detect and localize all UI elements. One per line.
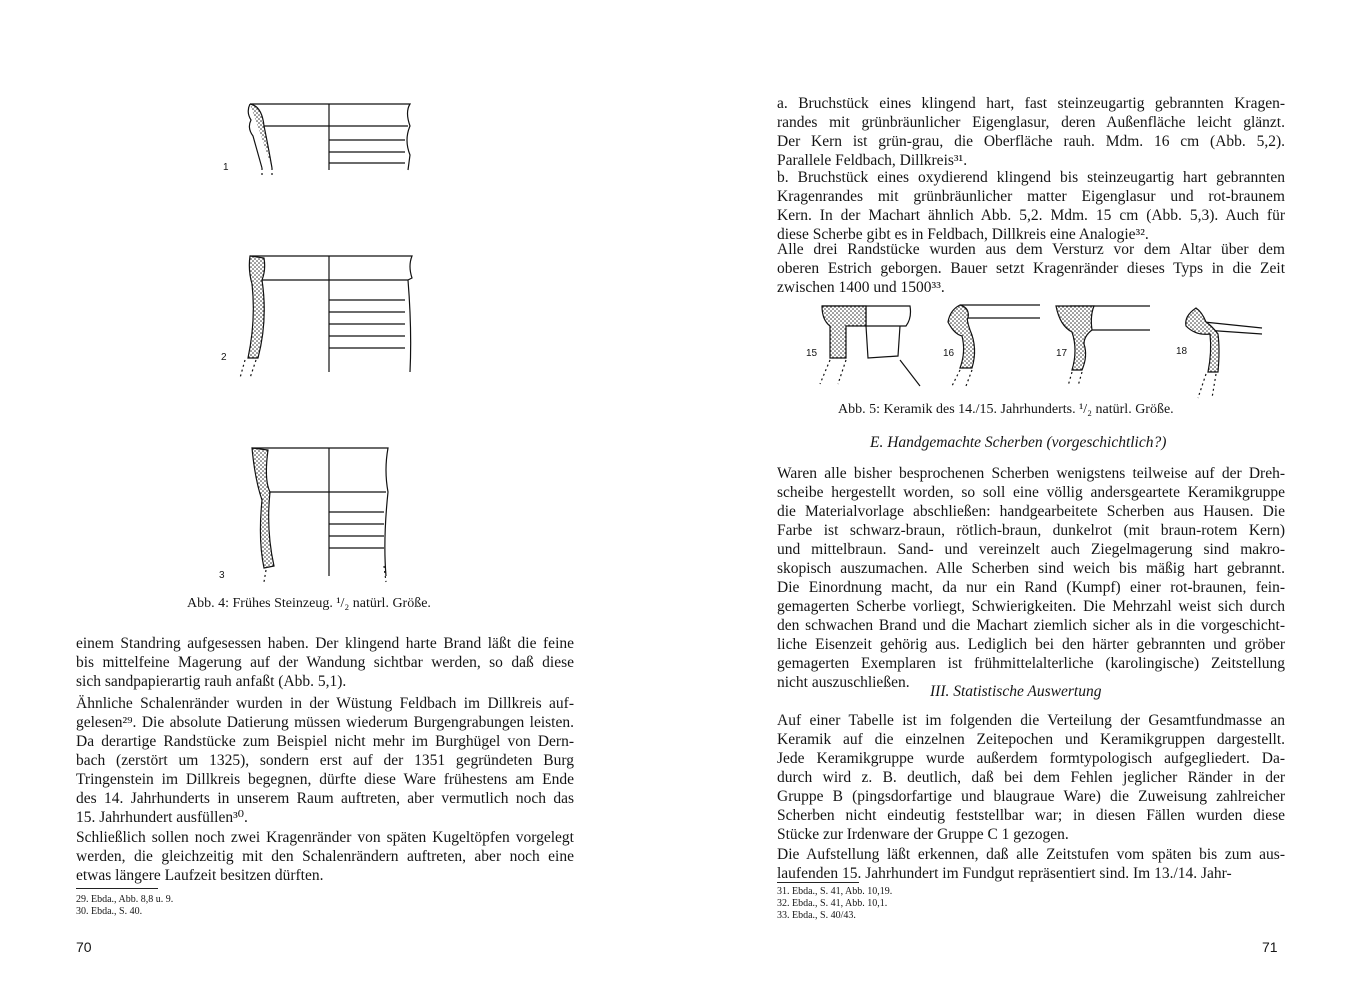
text-line: Farbe ist schwarz-braun, rötlich-braun, dunkelrot (mit braun-rotem Kern) <box>777 522 1285 539</box>
text-line: oberen Estrich geborgen. Bauer setzt Kragenränder dieses Typs in die Zeit <box>777 260 1285 277</box>
figure-abb4 <box>220 95 420 590</box>
text-line: etwas längere Laufzeit besitzen dürften. <box>76 867 324 884</box>
text-line: randes mit grünbräunlicher Eigenglasur, deren Außenfläche leicht glänzt. <box>777 114 1285 131</box>
body-paragraph <box>76 634 574 691</box>
text-line: bach (zerstört um 1325), sondern erst auf der 1351 gegründeten Burg <box>76 752 574 769</box>
footnotes <box>76 894 173 918</box>
page-number: 71 <box>1262 939 1278 955</box>
text-line: nicht auszuschließen. <box>777 674 910 691</box>
text-line: diese Scherbe gibt es in Feldbach, Dillkreis eine Analogie³². <box>777 226 1149 243</box>
text-line: Parallele Feldbach, Dillkreis³¹. <box>777 152 968 169</box>
text-line: des 14. Jahrhunderts in unserem Raum auftreten, aber vermutlich noch das <box>76 790 574 807</box>
footnote-rule <box>76 888 158 889</box>
sherd-1-drawing <box>248 104 410 176</box>
text-line: laufenden 15. Jahrhundert im Fundgut repräsentiert sind. Im 13./14. Jahr- <box>777 865 1232 882</box>
text-line: Die Einordnung macht, da nur ein Rand (Kumpf) einer rot-braunen, fein- <box>777 579 1285 596</box>
sherd-2-drawing <box>240 256 412 378</box>
body-paragraph <box>777 94 1285 170</box>
text-line: und mittelbraun. Sand- und vereinzelt auch Ziegelmagerung sind makro- <box>777 541 1285 558</box>
text-line: a. Bruchstück eines klingend hart, fast steinzeugartig gebrannten Kragen- <box>777 95 1285 112</box>
section-heading-e: E. Handgemachte Scherben (vorgeschichtlich?) <box>870 434 1167 451</box>
figure-caption-abb5: Abb. 5: Keramik des 14./15. Jahrhunderts. ¹/₂ natürl. Größe. <box>838 402 1174 417</box>
footnote-rule <box>777 882 859 883</box>
text-line: sich sandpapierartig rauh anfaßt (Abb. 5,1). <box>76 673 347 690</box>
text-line: die Materialvorlage abschließen: handgearbeitete Scherben aus Hausen. Die <box>777 503 1285 520</box>
text-line: gemagerten Scherbe vorliegt, Schwierigkeiten. Die Mehrzahl weist sich durch <box>777 598 1285 615</box>
body-paragraph <box>76 694 574 827</box>
sherd-16-drawing <box>948 305 1040 386</box>
body-paragraph <box>777 464 1285 692</box>
sherd-15-drawing <box>820 306 920 386</box>
text-line: Ähnliche Schalenränder wurden in der Wüstung Feldbach im Dillkreis auf- <box>76 695 574 712</box>
text-line: bis mittelfeine Magerung auf der Wandung sichtbar werden, so daß diese <box>76 654 574 671</box>
text-line: werden, die gleichzeitig mit den Schalenrändern auftreten, aber noch eine <box>76 848 574 865</box>
figure-abb5 <box>800 296 1270 400</box>
text-line: Keramik auf die einzelnen Zeitepochen und Keramikgruppen dargestellt. <box>777 731 1285 748</box>
text-line: Jede Keramikgruppe wurde außerdem formtypologisch aufgegliedert. Da- <box>777 750 1285 767</box>
text-line: Kern. In der Machart ähnlich Abb. 5,2. Mdm. 15 cm (Abb. 5,3). Auch für <box>777 207 1285 224</box>
text-line: Alle drei Randstücke wurden aus dem Versturz vor dem Altar über dem <box>777 241 1285 258</box>
figure-label-16: 16 <box>943 348 955 359</box>
footnote: 33. Ebda., S. 40/43. <box>777 910 856 921</box>
body-paragraph <box>76 828 574 885</box>
body-paragraph <box>777 240 1285 297</box>
text-line: Waren alle bisher besprochenen Scherben wenigstens teilweise auf der Dreh- <box>777 465 1285 482</box>
text-line: einem Standring aufgesessen haben. Der klingend harte Brand läßt die feine <box>76 635 574 652</box>
text-line: Stücke zur Irdenware der Gruppe C 1 gezogen. <box>777 826 1069 843</box>
text-line: Gruppe B (pingsdorfartige und blaugraue Ware) die Zuweisung zahlreicher <box>777 788 1285 805</box>
right-page <box>682 0 1365 994</box>
footnote: 30. Ebda., S. 40. <box>76 906 143 917</box>
text-line: gelesen²⁹. Die absolute Datierung müssen wiederum Burgengrabungen leisten. <box>76 714 574 731</box>
text-line: skopisch auszumachen. Alle Scherben sind weich bis mäßig hart gebrannt. <box>777 560 1285 577</box>
page-number: 70 <box>76 939 92 955</box>
text-line: Scherben nicht eindeutig feststellbar war; in diesen Fällen wurden diese <box>777 807 1285 824</box>
footnote: 31. Ebda., S. 41, Abb. 10,19. <box>777 886 893 897</box>
text-line: gemagerten Exemplaren ist frühmittelalterliche (karolingische) Zeitstellung <box>777 655 1285 672</box>
text-line: scheibe hergestellt worden, so soll eine völlig andersgeartete Keramikgruppe <box>777 484 1285 501</box>
footnote: 32. Ebda., S. 41, Abb. 10,1. <box>777 898 888 909</box>
text-line: zwischen 1400 und 1500³³. <box>777 279 945 296</box>
text-line: Auf einer Tabelle ist im folgenden die Verteilung der Gesamtfundmasse an <box>777 712 1285 729</box>
figure-label-3: 3 <box>219 570 225 581</box>
figure-caption-abb4: Abb. 4: Frühes Steinzeug. ¹/₂ natürl. Größe. <box>187 596 431 611</box>
text-line: Schließlich sollen noch zwei Kragenränder von späten Kugeltöpfen vorgelegt <box>76 829 574 846</box>
text-line: 15. Jahrhundert ausfüllen³⁰. <box>76 809 248 826</box>
figure-label-17: 17 <box>1056 348 1068 359</box>
figure-label-18: 18 <box>1176 346 1188 357</box>
footnotes <box>777 886 892 922</box>
sherd-3-drawing <box>252 448 388 582</box>
text-line: Der Kern ist grün-grau, die Oberfläche rauh. Mdm. 16 cm (Abb. 5,2). <box>777 133 1285 150</box>
text-line: den schwachen Brand und die Machart ziemlich sicher als in die vorgeschicht- <box>777 617 1285 634</box>
text-line: Tringenstein im Dillkreis begegnen, dürfte diese Ware frühestens am Ende <box>76 771 574 788</box>
figure-label-2: 2 <box>221 352 227 363</box>
figure-label-15: 15 <box>806 348 818 359</box>
text-line: b. Bruchstück eines oxydierend klingend bis steinzeugartig hart gebrannten <box>777 169 1285 186</box>
sherd-17-drawing <box>1056 306 1150 386</box>
footnote: 29. Ebda., Abb. 8,8 u. 9. <box>76 894 174 905</box>
text-line: Die Aufstellung läßt erkennen, daß alle Zeitstufen vom späten bis zum aus- <box>777 846 1285 863</box>
body-paragraph <box>777 168 1285 244</box>
text-line: Kragenrandes mit grünbräunlicher matter Eigenglasur und rot-braunem <box>777 188 1285 205</box>
body-paragraph <box>777 711 1285 844</box>
text-line: Da derartige Randstücke zum Beispiel nicht mehr im Burghügel von Dern- <box>76 733 574 750</box>
left-page <box>0 0 682 994</box>
sherd-18-drawing <box>1186 308 1262 398</box>
figure-label-1: 1 <box>223 162 229 173</box>
text-line: durch wird z. B. deutlich, daß bei dem Fehlen jeglicher Ränder in der <box>777 769 1285 786</box>
text-line: liche Eisenzeit gehörig aus. Lediglich bei den härter gebrannten und gröber <box>777 636 1285 653</box>
section-heading-iii: III. Statistische Auswertung <box>930 683 1102 700</box>
body-paragraph <box>777 845 1285 883</box>
